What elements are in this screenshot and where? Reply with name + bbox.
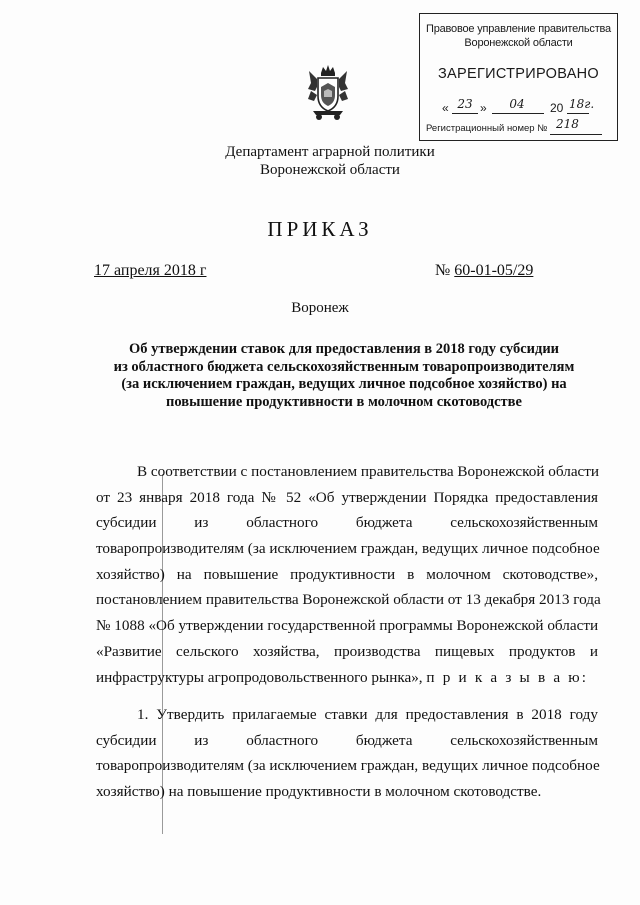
stamp-date [442,97,612,118]
stamp-date-month-underline [492,113,544,114]
stamp-date-year-underline [567,113,589,114]
title-line: повышение продуктивности в молочном скотоводстве [166,393,522,410]
order-city: Воронеж [291,300,349,316]
stamp-reg-value: 218 [556,117,579,131]
stamp-date-day-underline [452,113,478,114]
body-line: от 23 января 2018 года № 52 «Об утверждении Порядка предоставления [96,488,598,506]
department-name-line2: Воронежской области [260,162,400,178]
body-line: хозяйство) на повышение продуктивности в молочном скотоводстве. [96,783,542,801]
stamp-authority-line2: Воронежской области [464,37,573,49]
document-type: ПРИКАЗ [267,217,373,241]
body-line: товаропроизводителям (за исключением граждан, ведущих личное подсобное [96,540,600,558]
body-line: № 1088 «Об утверждении государственной программы Воронежской области [96,617,599,635]
body-line: 1. Утвердить прилагаемые ставки для предоставления в 2018 году [137,706,598,723]
body-line: хозяйство) на повышение продуктивности в молочном скотоводстве», [96,565,598,583]
body-paragraph-1 [96,459,601,690]
body-line: В соответствии с постановлением правительства Воронежской области [137,463,600,480]
stamp-reg-underline [550,134,602,135]
stamp-registration-number [426,117,611,137]
body-line: субсидии из областного бюджета сельскохозяйственным [96,731,598,749]
stamp-date-quote-close: » [480,101,487,115]
body-line-text: инфраструктуры агропродовольственного рынка», [96,668,423,686]
body-line: субсидии из областного бюджета сельскохозяйственным [96,514,598,532]
title-line: из областного бюджета сельскохозяйственным товаропроизводителям [113,358,575,375]
stamp-date-month: 04 [509,97,525,111]
body-line: товаропроизводителям (за исключением граждан, ведущих личное подсобное [96,757,600,775]
title-line: (за исключением граждан, ведущих личное подсобное хозяйство) на [121,376,567,392]
title-line: Об утверждении ставок для предоставления в 2018 году субсидии [128,341,560,357]
stamp-authority-line1: Правовое управление правительства [426,23,611,35]
order-number [435,262,533,280]
order-number-value: 60-01-05/29 [454,262,534,279]
stamp-date-day: 23 [457,97,473,111]
body-line: «Развитие сельского хозяйства, производства пищевых продуктов и [96,642,598,660]
stamp-date-year-handwritten: 18г. [569,97,595,111]
order-keyword: п р и к а з ы в а ю: [426,668,589,686]
stamp-date-quote-open: « [442,101,449,115]
department-name-line1: Департамент аграрной политики [225,144,435,160]
body-line-last [96,665,598,691]
order-date: 17 апреля 2018 г [94,262,207,279]
order-number-prefix: № [435,262,451,279]
stamp-date-year-prefix: 20 [550,101,564,115]
body-line: постановлением правительства Воронежской области от 13 декабря 2013 года [96,591,601,609]
stamp-status: ЗАРЕГИСТРИРОВАНО [437,66,600,82]
order-title [96,341,592,411]
registration-stamp [419,13,618,141]
body-paragraph-2 [96,702,598,805]
coat-of-arms-icon [307,63,349,121]
stamp-reg-label: Регистрационный номер № [426,123,548,134]
